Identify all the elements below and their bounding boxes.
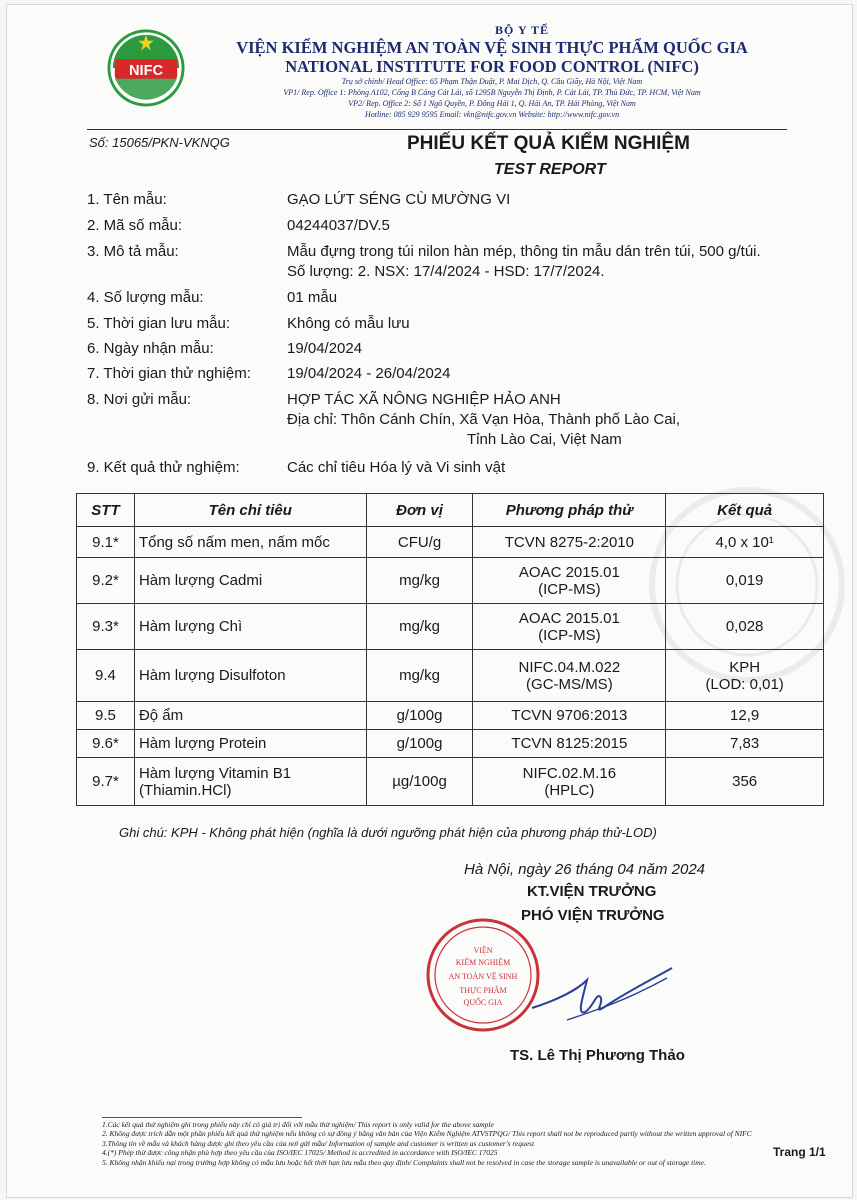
cell-stt: 9.5 bbox=[77, 702, 135, 730]
rep-office-2: VP2/ Rep. Office 2: Số 1 Ngô Quyền, P. Đông Hải 1, Q. Hải An, TP. Hải Phòng, Việt Nam bbox=[348, 99, 636, 108]
field-value: Các chỉ tiêu Hóa lý và Vi sinh vật bbox=[287, 459, 506, 476]
field-value: Không có mẫu lưu bbox=[287, 315, 410, 332]
cell-result: 0,019 bbox=[666, 558, 824, 604]
table-row bbox=[77, 702, 824, 730]
institute-name-en: NATIONAL INSTITUTE FOR FOOD CONTROL (NIFC) bbox=[285, 57, 699, 76]
field-value-line2: Số lượng: 2. NSX: 17/4/2024 - HSD: 17/7/2024. bbox=[287, 263, 605, 280]
cell-unit: mg/kg bbox=[366, 650, 473, 702]
footer-note: 1.Các kết quả thử nghiệm ghi trong phiếu này chỉ có giá trị đối với mẫu thử nghiệm/ This report is only valid for the above sample bbox=[102, 1120, 494, 1129]
results-table bbox=[76, 493, 824, 806]
cell-stt: 9.6* bbox=[77, 730, 135, 758]
field-label: 4. Số lượng mẫu: bbox=[87, 289, 204, 306]
table-row bbox=[77, 758, 824, 806]
table-row bbox=[77, 604, 824, 650]
cell-name: Hàm lượng Disulfoton bbox=[134, 650, 366, 702]
table-row bbox=[77, 558, 824, 604]
cell-result: 7,83 bbox=[666, 730, 824, 758]
field-label: 9. Kết quả thử nghiệm: bbox=[87, 459, 240, 476]
result-line: (LOD: 0,01) bbox=[705, 675, 784, 693]
cell-stt: 9.2* bbox=[77, 558, 135, 604]
cell-result: 4,0 x 10¹ bbox=[666, 527, 824, 558]
page-number: Trang 1/1 bbox=[773, 1145, 826, 1159]
table-header-row bbox=[77, 494, 824, 527]
method-line: AOAC 2015.01 bbox=[518, 563, 620, 581]
table-row bbox=[77, 730, 824, 758]
cell-unit: µg/100g bbox=[366, 758, 473, 806]
column-header: Tên chỉ tiêu bbox=[134, 494, 366, 527]
report-title-vn: PHIẾU KẾT QUẢ KIỂM NGHIỆM bbox=[407, 133, 690, 154]
stamp-text: THỰC PHẨM bbox=[459, 986, 507, 995]
field-value: HỢP TÁC XÃ NÔNG NGHIỆP HẢO ANH bbox=[287, 391, 561, 408]
cell-method bbox=[473, 604, 666, 650]
position-title: PHÓ VIỆN TRƯỞNG bbox=[521, 907, 665, 924]
cell-result: 12,9 bbox=[666, 702, 824, 730]
column-header: STT bbox=[77, 494, 135, 527]
name-line: Hàm lượng Vitamin B1 bbox=[138, 764, 292, 782]
field-value: 19/04/2024 - 26/04/2024 bbox=[287, 365, 451, 382]
method-line: NIFC.04.M.022 bbox=[518, 658, 621, 676]
cell-method bbox=[473, 650, 666, 702]
field-label: 5. Thời gian lưu mẫu: bbox=[87, 315, 231, 332]
field-value-line3: Tỉnh Lào Cai, Việt Nam bbox=[467, 431, 622, 448]
cell-method: TCVN 8275-2:2010 bbox=[473, 527, 666, 558]
footer-divider bbox=[102, 1117, 302, 1118]
field-label: 2. Mã số mẫu: bbox=[87, 217, 183, 234]
column-header: Phương pháp thử bbox=[473, 494, 666, 527]
cell-name: Hàm lượng Cadmi bbox=[134, 558, 366, 604]
footer-note: 3.Thông tin về mẫu và khách hàng được ghi theo yêu cầu của nơi gửi mẫu/ Information of sample and customer is written as customer's request bbox=[102, 1138, 535, 1148]
field-value: 19/04/2024 bbox=[287, 340, 363, 357]
cell-name: Hàm lượng Chì bbox=[134, 604, 366, 650]
stamp-text: KIỂM NGHIỆM bbox=[455, 958, 511, 967]
signer-name: TS. Lê Thị Phương Thảo bbox=[510, 1047, 685, 1064]
field-value-line2: Địa chỉ: Thôn Cánh Chín, Xã Vạn Hòa, Thành phố Lào Cai, bbox=[287, 411, 681, 428]
column-header: Đơn vị bbox=[366, 494, 473, 527]
ministry-name: BỘ Y TẾ bbox=[495, 23, 549, 37]
header-divider bbox=[87, 129, 787, 130]
footer-note: 2. Không được trích dẫn một phần phiếu kết quả thử nghiệm nếu không có sự đồng ý bằng văn bản của Viện Kiểm Nghiệm ATVSTPQG/ This report shall not be reproduced partly without the written approval of NIFC bbox=[102, 1129, 752, 1139]
field-label: 7. Thời gian thử nghiệm: bbox=[87, 365, 251, 382]
cell-stt: 9.3* bbox=[77, 604, 135, 650]
field-label: 6. Ngày nhận mẫu: bbox=[87, 340, 214, 357]
field-value: 04244037/DV.5 bbox=[287, 217, 390, 234]
cell-name: Độ ẩm bbox=[134, 702, 366, 730]
cell-name: Hàm lượng Protein bbox=[134, 730, 366, 758]
field-label: 8. Nơi gửi mẫu: bbox=[87, 391, 192, 408]
field-value: Mẫu đựng trong túi nilon hàn mép, thông tin mẫu dán trên túi, 500 g/túi. bbox=[287, 243, 761, 260]
method-line: (ICP-MS) bbox=[538, 580, 601, 598]
name-line: (Thiamin.HCl) bbox=[138, 781, 232, 799]
field-value: GẠO LỨT SÉNG CÙ MƯỜNG VI bbox=[287, 191, 511, 208]
cell-result: 356 bbox=[666, 758, 824, 806]
logo-text: NIFC bbox=[128, 62, 164, 79]
report-number: Số: 15065/PKN-VKNQG bbox=[89, 135, 230, 150]
cell-method: TCVN 9706:2013 bbox=[473, 702, 666, 730]
footer-note: 4.(*) Phép thử được công nhận phù hợp theo yêu cầu của ISO/IEC 17025/ Method is accredited in accordance with ISO/IEC 17025 bbox=[102, 1148, 498, 1158]
letterhead bbox=[192, 23, 792, 120]
result-line: KPH bbox=[729, 658, 761, 676]
rep-office-1: VP1/ Rep. Office 1: Phòng A102, Cổng B Cảng Cát Lái, số 1295B Nguyễn Thị Định, P. Cát Lái, TP. Thủ Đức, TP. HCM, Việt Nam bbox=[283, 88, 701, 97]
stamp-text: VIỆN bbox=[473, 946, 493, 955]
stamp-text: QUỐC GIA bbox=[463, 998, 503, 1007]
field-value: 01 mẫu bbox=[287, 289, 338, 306]
cell-unit: mg/kg bbox=[366, 604, 473, 650]
table-row bbox=[77, 527, 824, 558]
method-line: (HPLC) bbox=[544, 781, 595, 799]
report-sheet bbox=[6, 4, 853, 1198]
footer-note: 5. Không nhận khiếu nại trong trường hợp không có mẫu lưu hoặc hết thời hạn lưu mẫu theo quy định/ Complaints shall not be resolved in case the storage sample is unavailable or out of storage time. bbox=[102, 1157, 706, 1167]
table-row bbox=[77, 650, 824, 702]
table-note: Ghi chú: KPH - Không phát hiện (nghĩa là dưới ngưỡng phát hiện của phương pháp thử-LOD) bbox=[119, 825, 657, 840]
on-behalf-title: KT.VIỆN TRƯỞNG bbox=[527, 883, 657, 900]
official-stamp bbox=[425, 917, 541, 1033]
cell-name bbox=[134, 758, 366, 806]
cell-method: TCVN 8125:2015 bbox=[473, 730, 666, 758]
method-line: (GC-MS/MS) bbox=[526, 675, 613, 693]
field-label: 3. Mô tả mẫu: bbox=[87, 243, 179, 260]
cell-result: 0,028 bbox=[666, 604, 824, 650]
cell-unit: mg/kg bbox=[366, 558, 473, 604]
cell-method bbox=[473, 558, 666, 604]
cell-name: Tổng số nấm men, nấm mốc bbox=[134, 527, 366, 558]
column-header: Kết quả bbox=[666, 494, 824, 527]
method-line: (ICP-MS) bbox=[538, 626, 601, 644]
contact-line: Hotline: 085 929 9595 Email: vkn@nifc.gov.vn Website: http://www.nifc.gov.vn bbox=[364, 110, 620, 119]
cell-unit: g/100g bbox=[366, 730, 473, 758]
field-label: 1. Tên mẫu: bbox=[87, 191, 167, 208]
head-office: Trụ sở chính/ Head Office: 65 Phạm Thận Duật, P. Mai Dịch, Q. Cầu Giấy, Hà Nội, Việt Nam bbox=[341, 77, 643, 86]
handwritten-signature bbox=[527, 960, 677, 1040]
cell-stt: 9.1* bbox=[77, 527, 135, 558]
cell-stt: 9.4 bbox=[77, 650, 135, 702]
institute-name-vn: VIỆN KIỂM NGHIỆM AN TOÀN VỆ SINH THỰC PHẨM QUỐC GIA bbox=[236, 38, 748, 57]
cell-unit: g/100g bbox=[366, 702, 473, 730]
report-title-en: TEST REPORT bbox=[494, 161, 606, 178]
cell-method bbox=[473, 758, 666, 806]
method-line: AOAC 2015.01 bbox=[518, 609, 620, 627]
place-date: Hà Nội, ngày 26 tháng 04 năm 2024 bbox=[464, 861, 706, 878]
footer-notes bbox=[102, 1120, 767, 1167]
cell-result bbox=[666, 650, 824, 702]
stamp-text: AN TOÀN VỆ SINH bbox=[448, 972, 518, 981]
cell-stt: 9.7* bbox=[77, 758, 135, 806]
method-line: NIFC.02.M.16 bbox=[522, 764, 617, 782]
cell-unit: CFU/g bbox=[366, 527, 473, 558]
nifc-logo bbox=[107, 29, 185, 107]
